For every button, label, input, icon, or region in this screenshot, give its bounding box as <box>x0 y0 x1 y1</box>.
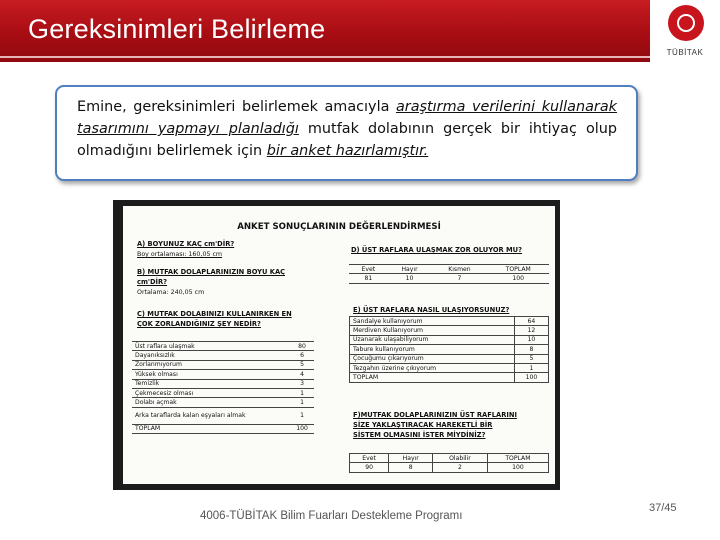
table-cell: 6 <box>290 351 314 360</box>
table-row <box>350 335 549 344</box>
table-c <box>132 341 314 434</box>
intro-box <box>55 85 638 181</box>
table-row <box>350 345 549 354</box>
table-cell: 100 <box>290 424 314 433</box>
table-cell: 1 <box>290 398 314 407</box>
table-cell: 4 <box>290 370 314 379</box>
table-row <box>350 463 549 472</box>
question-c-line1: C) MUTFAK DOLABINIZI KULLANIRKEN EN <box>137 310 292 318</box>
table-row <box>350 326 549 335</box>
table-cell: Tezgahın üzerine çıkıyorum <box>350 363 515 372</box>
table-cell: 10 <box>388 274 432 283</box>
intro-part1: Emine, gereksinimleri belirlemek amacıyla <box>77 99 396 115</box>
table-cell: Dolabı açmak <box>132 398 290 407</box>
question-a-note: Boy ortalaması: 160,05 cm <box>137 251 223 258</box>
table-cell: 1 <box>514 363 548 372</box>
table-cell: Çekmecesiz olması <box>132 388 290 397</box>
table-row <box>132 360 314 369</box>
table-header-cell: Hayır <box>389 454 433 463</box>
table-cell: 5 <box>290 360 314 369</box>
table-row <box>349 265 549 274</box>
survey-document-image <box>113 200 560 490</box>
table-header-cell: TOPLAM <box>487 454 548 463</box>
table-cell: Dayanıksızlık <box>132 351 290 360</box>
table-cell: 7 <box>431 274 487 283</box>
table-e <box>349 316 549 383</box>
table-cell: TOPLAM <box>132 424 290 433</box>
table-row <box>350 373 549 382</box>
table-f <box>349 453 549 473</box>
table-row <box>350 454 549 463</box>
table-row <box>132 398 314 407</box>
table-cell: 90 <box>350 463 389 472</box>
table-cell: 8 <box>389 463 433 472</box>
table-row <box>350 363 549 372</box>
table-row <box>349 274 549 283</box>
table-row <box>350 354 549 363</box>
table-cell: 1 <box>290 407 314 424</box>
logo-text: TÜBİTAK <box>666 48 704 57</box>
table-cell: Merdiven Kullanıyorum <box>350 326 515 335</box>
table-cell: 64 <box>514 317 548 326</box>
question-b-line1: B) MUTFAK DOLAPLARINIZIN BOYU KAÇ <box>137 268 286 276</box>
table-cell: 5 <box>514 354 548 363</box>
intro-text <box>77 96 617 162</box>
table-row <box>132 407 314 424</box>
question-f-line1: F)MUTFAK DOLAPLARINIZIN ÜST RAFLARINI <box>353 411 517 419</box>
question-b-note: Ortalama: 240,05 cm <box>137 289 205 296</box>
table-cell: Yüksek olması <box>132 370 290 379</box>
intro-underline-1: araştırma verilerini kullanarak tasarımını yapmayı planladığı <box>77 99 617 137</box>
question-c-line2: ÇOK ZORLANDIĞINIZ ŞEY NEDİR? <box>137 320 261 328</box>
table-header-cell: Olabilir <box>433 454 488 463</box>
table-header-cell: Evet <box>349 265 388 274</box>
page-number: 37/45 <box>649 502 677 514</box>
question-b-line2: cm'DİR? <box>137 278 168 286</box>
question-d: D) ÜST RAFLARA ULAŞMAK ZOR OLUYOR MU? <box>351 246 522 254</box>
table-cell: 100 <box>487 274 549 283</box>
table-cell: 81 <box>349 274 388 283</box>
intro-underline-2: bir anket hazırlamıştır. <box>266 143 429 159</box>
tubitak-logo <box>650 0 720 75</box>
question-a: A) BOYUNUZ KAÇ cm'DİR? <box>137 240 235 248</box>
table-header-cell: Kısmen <box>431 265 487 274</box>
table-cell: 80 <box>290 342 314 351</box>
table-cell: Üst raflara ulaşmak <box>132 342 290 351</box>
footer-program: 4006-TÜBİTAK Bilim Fuarları Destekleme Programı <box>200 510 463 522</box>
table-cell: Uzanarak ulaşabiliyorum <box>350 335 515 344</box>
table-cell: Tabure kullanıyorum <box>350 345 515 354</box>
table-cell: 3 <box>290 379 314 388</box>
table-header-cell: TOPLAM <box>487 265 549 274</box>
table-cell: TOPLAM <box>350 373 515 382</box>
table-cell: 2 <box>433 463 488 472</box>
table-header-cell: Hayır <box>388 265 432 274</box>
survey-paper <box>123 206 555 484</box>
table-cell: Çocuğumu çıkarıyorum <box>350 354 515 363</box>
intro-part2: mutfak dolabının gerçek bir ihtiyaç olup olmadığını belirlemek için <box>77 121 618 159</box>
table-row <box>132 379 314 388</box>
table-cell: 8 <box>514 345 548 354</box>
table-cell: 100 <box>514 373 548 382</box>
table-cell: 1 <box>290 388 314 397</box>
question-e: E) ÜST RAFLARA NASIL ULAŞIYORSUNUZ? <box>353 306 510 314</box>
table-cell: Sandalye kullanıyorum <box>350 317 515 326</box>
table-row <box>132 424 314 433</box>
table-cell: Temizlik <box>132 379 290 388</box>
question-f-line2: SİZE YAKLAŞTIRACAK HAREKETLİ BİR <box>353 421 493 429</box>
table-cell: Arka taraflarda kalan eşyaları almak <box>132 407 290 424</box>
table-row <box>132 342 314 351</box>
header-bar <box>0 0 720 62</box>
table-row <box>132 388 314 397</box>
table-cell: Zorlanmıyorum <box>132 360 290 369</box>
table-d <box>349 264 549 284</box>
table-cell: 100 <box>487 463 548 472</box>
table-cell: 12 <box>514 326 548 335</box>
table-row <box>132 370 314 379</box>
survey-title: ANKET SONUÇLARININ DEĞERLENDİRMESİ <box>237 222 441 232</box>
table-row <box>350 317 549 326</box>
header-divider <box>0 56 720 58</box>
table-header-cell: Evet <box>350 454 389 463</box>
slide-title: Gereksinimleri Belirleme <box>28 14 326 44</box>
table-cell: 10 <box>514 335 548 344</box>
tubitak-emblem-icon <box>668 5 704 41</box>
table-row <box>132 351 314 360</box>
question-f-line3: SİSTEM OLMASINI İSTER MİYDİNİZ? <box>353 431 486 439</box>
